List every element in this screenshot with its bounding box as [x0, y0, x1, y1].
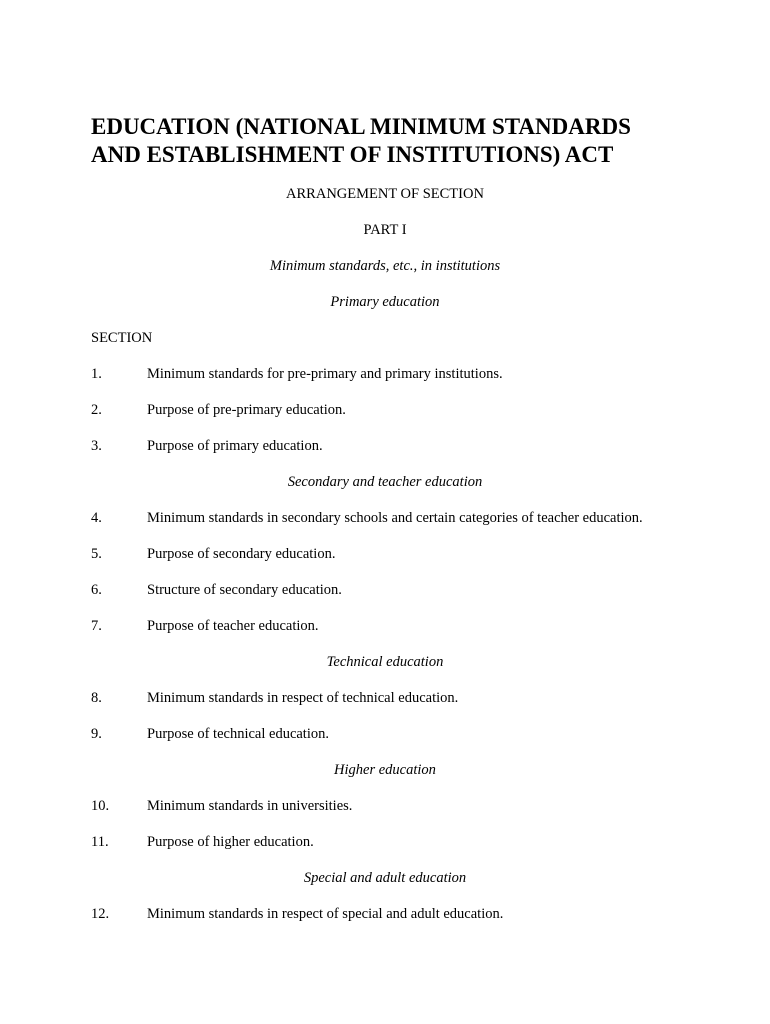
entry-number: 9. — [91, 726, 102, 742]
group-heading-secondary: Secondary and teacher education — [287, 474, 483, 490]
document-title: EDUCATION (NATIONAL MINIMUM STANDARDS AND ESTABLISHMENT OF INSTITUTIONS) ACT — [91, 114, 631, 167]
entry-text: Purpose of technical education. — [147, 726, 329, 742]
toc-entry — [91, 905, 680, 941]
entry-number: 11. — [91, 834, 109, 850]
entry-text: Minimum standards in secondary schools and certain categories of teacher education. — [147, 510, 643, 526]
entry-text: Structure of secondary education. — [147, 582, 342, 598]
group-heading-technical: Technical education — [326, 654, 444, 670]
entry-text: Purpose of teacher education. — [147, 618, 319, 634]
part-heading: PART I — [363, 222, 407, 238]
toc-entry — [91, 545, 680, 581]
entry-number: 8. — [91, 690, 102, 706]
entry-text: Purpose of primary education. — [147, 438, 323, 454]
toc-entry — [91, 365, 680, 401]
entry-number: 1. — [91, 366, 102, 382]
entry-text: Minimum standards for pre-primary and primary institutions. — [147, 366, 503, 382]
toc-entry — [91, 797, 680, 833]
section-label: SECTION — [91, 330, 153, 346]
entry-number: 3. — [91, 438, 102, 454]
entry-number: 2. — [91, 402, 102, 418]
entry-number: 4. — [91, 510, 102, 526]
group-heading-higher: Higher education — [334, 762, 436, 778]
entry-text: Purpose of pre-primary education. — [147, 402, 346, 418]
group-heading-special-adult: Special and adult education — [303, 870, 467, 886]
entry-text: Minimum standards in respect of special and adult education. — [147, 906, 504, 922]
entry-number: 10. — [91, 798, 110, 814]
entry-number: 12. — [91, 906, 110, 922]
toc-entry — [91, 617, 680, 653]
toc-entry — [91, 437, 680, 473]
entry-text: Minimum standards in universities. — [147, 798, 353, 814]
toc-entry — [91, 833, 680, 869]
group-heading-primary: Primary education — [330, 294, 440, 310]
entry-number: 7. — [91, 618, 102, 634]
part-subtitle: Minimum standards, etc., in institutions — [269, 258, 501, 274]
arrangement-heading: ARRANGEMENT OF SECTION — [286, 186, 484, 202]
entry-number: 5. — [91, 546, 102, 562]
toc-entry — [91, 509, 680, 545]
toc-entry — [91, 689, 680, 725]
toc-entry — [91, 725, 680, 761]
entry-text: Purpose of secondary education. — [147, 546, 336, 562]
entry-text: Purpose of higher education. — [147, 834, 314, 850]
toc-entry — [91, 581, 680, 617]
entry-number: 6. — [91, 582, 102, 598]
toc-entry — [91, 401, 680, 437]
entry-text: Minimum standards in respect of technical education. — [147, 690, 459, 706]
